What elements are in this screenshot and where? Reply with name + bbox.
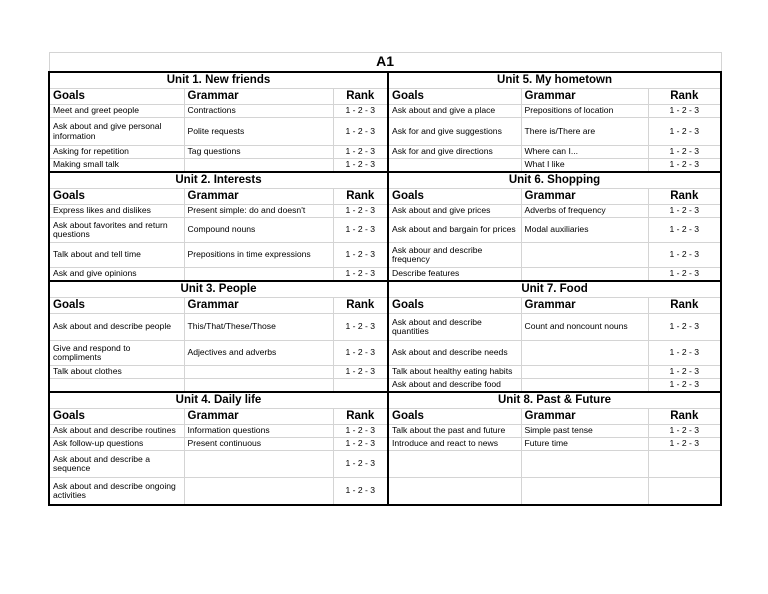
column-header-row <box>49 189 721 205</box>
goal-cell: Ask about and describe routines <box>49 425 184 438</box>
grammar-cell <box>184 478 333 506</box>
goal-cell: Ask about and bargain for prices <box>388 218 521 243</box>
grammar-cell: Where can I... <box>521 146 648 159</box>
grammar-cell: Present continuous <box>184 438 333 451</box>
goal-cell: Ask about and give prices <box>388 205 521 218</box>
table-row <box>49 205 721 218</box>
goal-cell: Ask about and give a place <box>388 105 521 118</box>
rank-cell: 1 - 2 - 3 <box>333 205 388 218</box>
unit-title: Unit 6. Shopping <box>388 172 721 189</box>
rank-header: Rank <box>333 409 388 425</box>
grammar-header: Grammar <box>184 409 333 425</box>
rank-cell: 1 - 2 - 3 <box>648 146 721 159</box>
table-row <box>49 243 721 268</box>
rank-cell: 1 - 2 - 3 <box>333 159 388 173</box>
grammar-cell: Prepositions in time expressions <box>184 243 333 268</box>
grammar-cell <box>521 341 648 366</box>
goal-cell: Talk about healthy eating habits <box>388 366 521 379</box>
grammar-cell <box>521 478 648 506</box>
grammar-cell <box>521 366 648 379</box>
table-row <box>49 118 721 146</box>
goals-header: Goals <box>49 89 184 105</box>
table-row <box>49 366 721 379</box>
grammar-cell: Count and noncount nouns <box>521 314 648 341</box>
goal-cell: Talk about and tell time <box>49 243 184 268</box>
unit-title: Unit 1. New friends <box>49 72 388 89</box>
grammar-cell: What I like <box>521 159 648 173</box>
rank-cell: 1 - 2 - 3 <box>648 118 721 146</box>
unit-title: Unit 4. Daily life <box>49 392 388 409</box>
rank-cell: 1 - 2 - 3 <box>333 425 388 438</box>
rank-cell: 1 - 2 - 3 <box>648 243 721 268</box>
goal-cell: Ask about and describe a sequence <box>49 451 184 478</box>
goal-cell <box>388 159 521 173</box>
goals-header: Goals <box>388 189 521 205</box>
title-row <box>49 53 721 73</box>
grammar-cell: Future time <box>521 438 648 451</box>
rank-cell <box>648 451 721 478</box>
unit-title: Unit 2. Interests <box>49 172 388 189</box>
grammar-cell: Polite requests <box>184 118 333 146</box>
a1-goals-table <box>48 52 722 506</box>
goal-cell: Ask about and describe people <box>49 314 184 341</box>
goal-cell: Ask for and give suggestions <box>388 118 521 146</box>
goal-cell: Describe features <box>388 268 521 282</box>
rank-cell: 1 - 2 - 3 <box>648 218 721 243</box>
table-row <box>49 314 721 341</box>
rank-header: Rank <box>648 189 721 205</box>
goal-cell: Ask and give opinions <box>49 268 184 282</box>
grammar-cell: Adjectives and adverbs <box>184 341 333 366</box>
table-row <box>49 146 721 159</box>
grammar-cell <box>184 268 333 282</box>
column-header-row <box>49 89 721 105</box>
unit-title-row <box>49 281 721 298</box>
goal-cell: Ask follow-up questions <box>49 438 184 451</box>
rank-cell: 1 - 2 - 3 <box>333 146 388 159</box>
rank-cell <box>648 478 721 506</box>
grammar-header: Grammar <box>521 298 648 314</box>
grammar-cell <box>184 379 333 393</box>
grammar-header: Grammar <box>521 89 648 105</box>
goals-header: Goals <box>388 409 521 425</box>
grammar-cell <box>184 366 333 379</box>
grammar-header: Grammar <box>521 409 648 425</box>
goal-cell <box>388 478 521 506</box>
rank-header: Rank <box>648 89 721 105</box>
unit-title: Unit 8. Past & Future <box>388 392 721 409</box>
goal-cell: Ask about and describe needs <box>388 341 521 366</box>
goal-cell: Give and respond to compliments <box>49 341 184 366</box>
goal-cell: Asking for repetition <box>49 146 184 159</box>
rank-cell: 1 - 2 - 3 <box>333 243 388 268</box>
grammar-cell: Compound nouns <box>184 218 333 243</box>
goal-cell: Ask for and give directions <box>388 146 521 159</box>
rank-cell: 1 - 2 - 3 <box>648 159 721 173</box>
rank-cell: 1 - 2 - 3 <box>648 268 721 282</box>
goal-cell: Ask about and give personal information <box>49 118 184 146</box>
grammar-header: Grammar <box>184 89 333 105</box>
grammar-cell <box>184 451 333 478</box>
grammar-cell: Modal auxiliaries <box>521 218 648 243</box>
rank-cell: 1 - 2 - 3 <box>333 105 388 118</box>
table-row <box>49 341 721 366</box>
grammar-header: Grammar <box>184 298 333 314</box>
rank-cell: 1 - 2 - 3 <box>648 205 721 218</box>
grammar-cell <box>521 451 648 478</box>
grammar-cell: Prepositions of location <box>521 105 648 118</box>
goal-cell <box>49 379 184 393</box>
table-row <box>49 425 721 438</box>
grammar-cell <box>521 379 648 393</box>
rank-cell: 1 - 2 - 3 <box>648 438 721 451</box>
table-row <box>49 268 721 282</box>
grammar-cell: Adverbs of frequency <box>521 205 648 218</box>
rank-cell: 1 - 2 - 3 <box>648 341 721 366</box>
unit-title: Unit 3. People <box>49 281 388 298</box>
rank-header: Rank <box>648 298 721 314</box>
rank-cell: 1 - 2 - 3 <box>333 341 388 366</box>
rank-cell: 1 - 2 - 3 <box>333 268 388 282</box>
goals-header: Goals <box>49 409 184 425</box>
sheet-title: A1 <box>49 53 721 73</box>
rank-cell: 1 - 2 - 3 <box>333 314 388 341</box>
grammar-cell: There is/There are <box>521 118 648 146</box>
grammar-cell: Tag questions <box>184 146 333 159</box>
rank-cell: 1 - 2 - 3 <box>648 105 721 118</box>
goals-header: Goals <box>49 298 184 314</box>
goal-cell: Ask about and describe food <box>388 379 521 393</box>
rank-cell: 1 - 2 - 3 <box>648 314 721 341</box>
grammar-cell <box>521 268 648 282</box>
unit-title-row <box>49 72 721 89</box>
goals-header: Goals <box>49 189 184 205</box>
rank-cell: 1 - 2 - 3 <box>333 451 388 478</box>
rank-cell: 1 - 2 - 3 <box>333 118 388 146</box>
goal-cell: Ask about and describe quantities <box>388 314 521 341</box>
rank-cell: 1 - 2 - 3 <box>333 478 388 506</box>
grammar-header: Grammar <box>521 189 648 205</box>
table-row <box>49 438 721 451</box>
goal-cell: Meet and greet people <box>49 105 184 118</box>
grammar-cell: This/That/These/Those <box>184 314 333 341</box>
column-header-row <box>49 298 721 314</box>
rank-cell <box>333 379 388 393</box>
goals-header: Goals <box>388 298 521 314</box>
goal-cell: Talk about clothes <box>49 366 184 379</box>
rank-cell: 1 - 2 - 3 <box>648 379 721 393</box>
rank-cell: 1 - 2 - 3 <box>333 218 388 243</box>
unit-title: Unit 7. Food <box>388 281 721 298</box>
table-row <box>49 105 721 118</box>
goal-cell: Making small talk <box>49 159 184 173</box>
rank-cell: 1 - 2 - 3 <box>333 438 388 451</box>
table-row <box>49 451 721 478</box>
rank-header: Rank <box>333 89 388 105</box>
goals-header: Goals <box>388 89 521 105</box>
unit-title-row <box>49 392 721 409</box>
grammar-cell <box>521 243 648 268</box>
table-row <box>49 218 721 243</box>
grammar-cell: Contractions <box>184 105 333 118</box>
rank-cell: 1 - 2 - 3 <box>648 366 721 379</box>
table-row <box>49 379 721 393</box>
grammar-cell: Present simple: do and doesn't <box>184 205 333 218</box>
goal-cell: Ask about and describe ongoing activities <box>49 478 184 506</box>
grammar-header: Grammar <box>184 189 333 205</box>
grammar-cell: Information questions <box>184 425 333 438</box>
rank-header: Rank <box>333 298 388 314</box>
rank-header: Rank <box>648 409 721 425</box>
grammar-cell <box>184 159 333 173</box>
rank-cell: 1 - 2 - 3 <box>333 366 388 379</box>
table-row <box>49 159 721 173</box>
rank-cell: 1 - 2 - 3 <box>648 425 721 438</box>
unit-title-row <box>49 172 721 189</box>
goal-cell: Ask abour and describe frequency <box>388 243 521 268</box>
rank-header: Rank <box>333 189 388 205</box>
table-row <box>49 478 721 506</box>
goal-cell: Talk about the past and future <box>388 425 521 438</box>
grammar-cell: Simple past tense <box>521 425 648 438</box>
goal-cell <box>388 451 521 478</box>
goal-cell: Ask about favorites and return questions <box>49 218 184 243</box>
goal-cell: Express likes and dislikes <box>49 205 184 218</box>
goal-cell: Introduce and react to news <box>388 438 521 451</box>
unit-title: Unit 5. My hometown <box>388 72 721 89</box>
column-header-row <box>49 409 721 425</box>
